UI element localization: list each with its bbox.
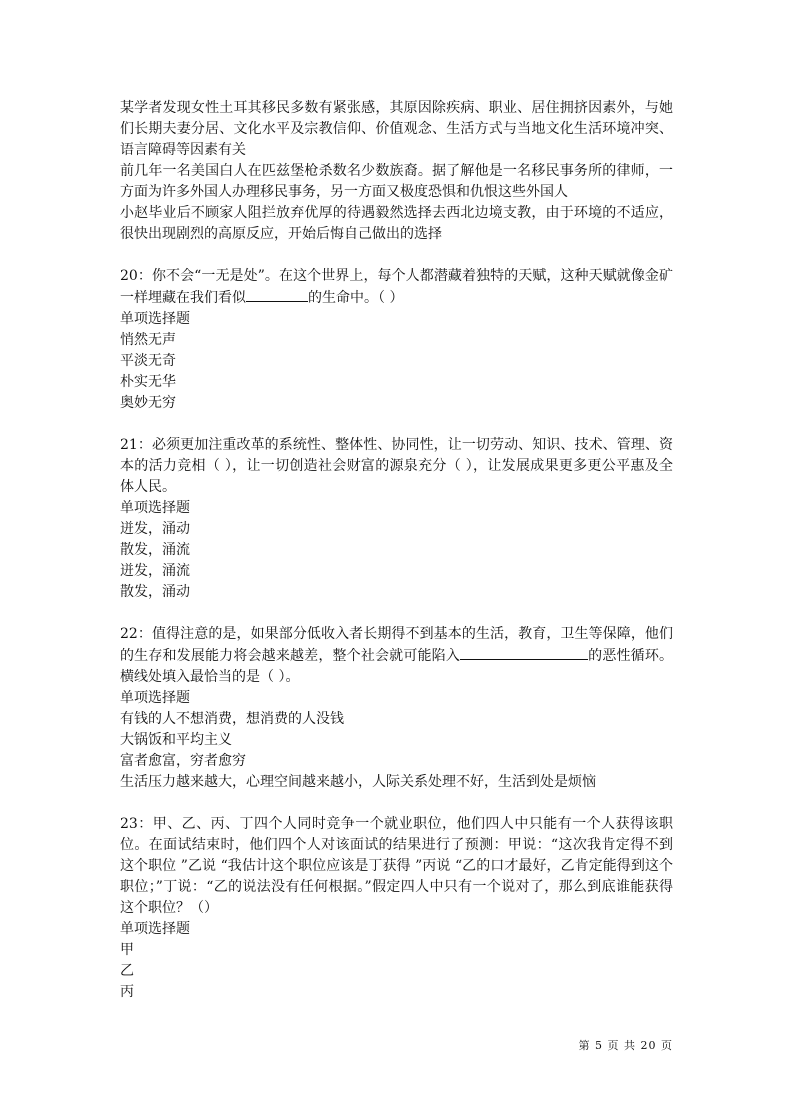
spacer: [120, 793, 673, 814]
question-20: [120, 266, 673, 414]
option: 迸发，涌流: [120, 563, 190, 579]
question-type: 单项选择题: [120, 500, 190, 516]
option: 乙: [120, 963, 134, 979]
stem-text: 的恶性循环。横线处填入最恰当的是（ ）。: [120, 648, 673, 685]
intro-paragraph: 前几年一名美国白人在匹兹堡枪杀数名少数族裔。据了解他是一名移民事务所的律师，一方面为许多外国人办理移民事务，另一方面又极度恐惧和仇恨这些外国人: [120, 163, 673, 200]
option: 朴实无华: [120, 374, 176, 390]
stem-text: 22：值得注意的是，如果部分低收入者长期得不到基本的生活，教育，卫生等保障，他们的生存和发展能力将会越来越差，整个社会就可能陷入: [120, 626, 673, 664]
fill-blank: [246, 287, 308, 302]
page-number: 第 5 页 共 20 页: [578, 1039, 673, 1052]
option: 散发，涌流: [120, 542, 190, 558]
question-stem: [120, 624, 673, 688]
question-type: 单项选择题: [120, 690, 190, 706]
spacer: [120, 245, 673, 266]
intro-paragraph: 某学者发现女性土耳其移民多数有紧张感，其原因除疾病、职业、居住拥挤因素外，与她们长期夫妻分居、文化水平及宗教信仰、价值观念、生活方式与当地文化生活环境冲突、语言障碍等因素有关: [120, 100, 673, 158]
option: 奥妙无穷: [120, 395, 176, 411]
question-stem: 21：必须更加注重改革的系统性、整体性、协同性，让一切劳动、知识、技术、管理、资本的活力竞相（ ），让一切创造社会财富的源泉充分（ ），让发展成果更多更公平惠及全体人民。: [120, 437, 673, 495]
document-body: [120, 98, 673, 1003]
question-type: 单项选择题: [120, 921, 190, 937]
fill-blank: [460, 645, 588, 660]
question-type: 单项选择题: [120, 311, 190, 327]
spacer: [120, 603, 673, 624]
option: 丙: [120, 984, 134, 1000]
option: 富者愈富，穷者愈穷: [120, 753, 246, 769]
question-stem: [120, 266, 673, 309]
stem-text: 20：你不会“一无是处”。在这个世界上，每个人都潜藏着独特的天赋，这种天赋就像金矿一样埋藏在我们看似: [120, 268, 673, 306]
option: 散发，涌动: [120, 584, 190, 600]
stem-text: 的生命中。（ ）: [308, 290, 404, 306]
option: 生活压力越来越大，心理空间越来越小，人际关系处理不好，生活到处是烦恼: [120, 774, 596, 790]
option: 有钱的人不想消费，想消费的人没钱: [120, 711, 344, 727]
option: 甲: [120, 942, 134, 958]
question-21: [120, 435, 673, 603]
option: 大锅饭和平均主义: [120, 732, 232, 748]
question-22: [120, 624, 673, 793]
intro-paragraph: 小赵毕业后不顾家人阻拦放弃优厚的待遇毅然选择去西北边境支教，由于环境的不适应，很快出现剧烈的高原反应，开始后悔自己做出的选择: [120, 205, 673, 242]
option: 迸发，涌动: [120, 521, 190, 537]
option: 悄然无声: [120, 332, 176, 348]
question-stem: 23：甲、乙、丙、丁四个人同时竞争一个就业职位，他们四人中只能有一个人获得该职位。在面试结束时，他们四个人对该面试的结果进行了预测：甲说：“这次我肯定得不到这个职位 ”乙说 “我估计这个职位应该是丁获得 ”丙说 “乙的口才最好，乙肯定能得到这个职位；”丁说：“乙的说法没有任何根据。”假定四人中只有一个说对了，那么到底谁能获得这个职位？（）: [120, 816, 673, 916]
spacer: [120, 414, 673, 435]
question-23: [120, 814, 673, 1003]
option: 平淡无奇: [120, 353, 176, 369]
